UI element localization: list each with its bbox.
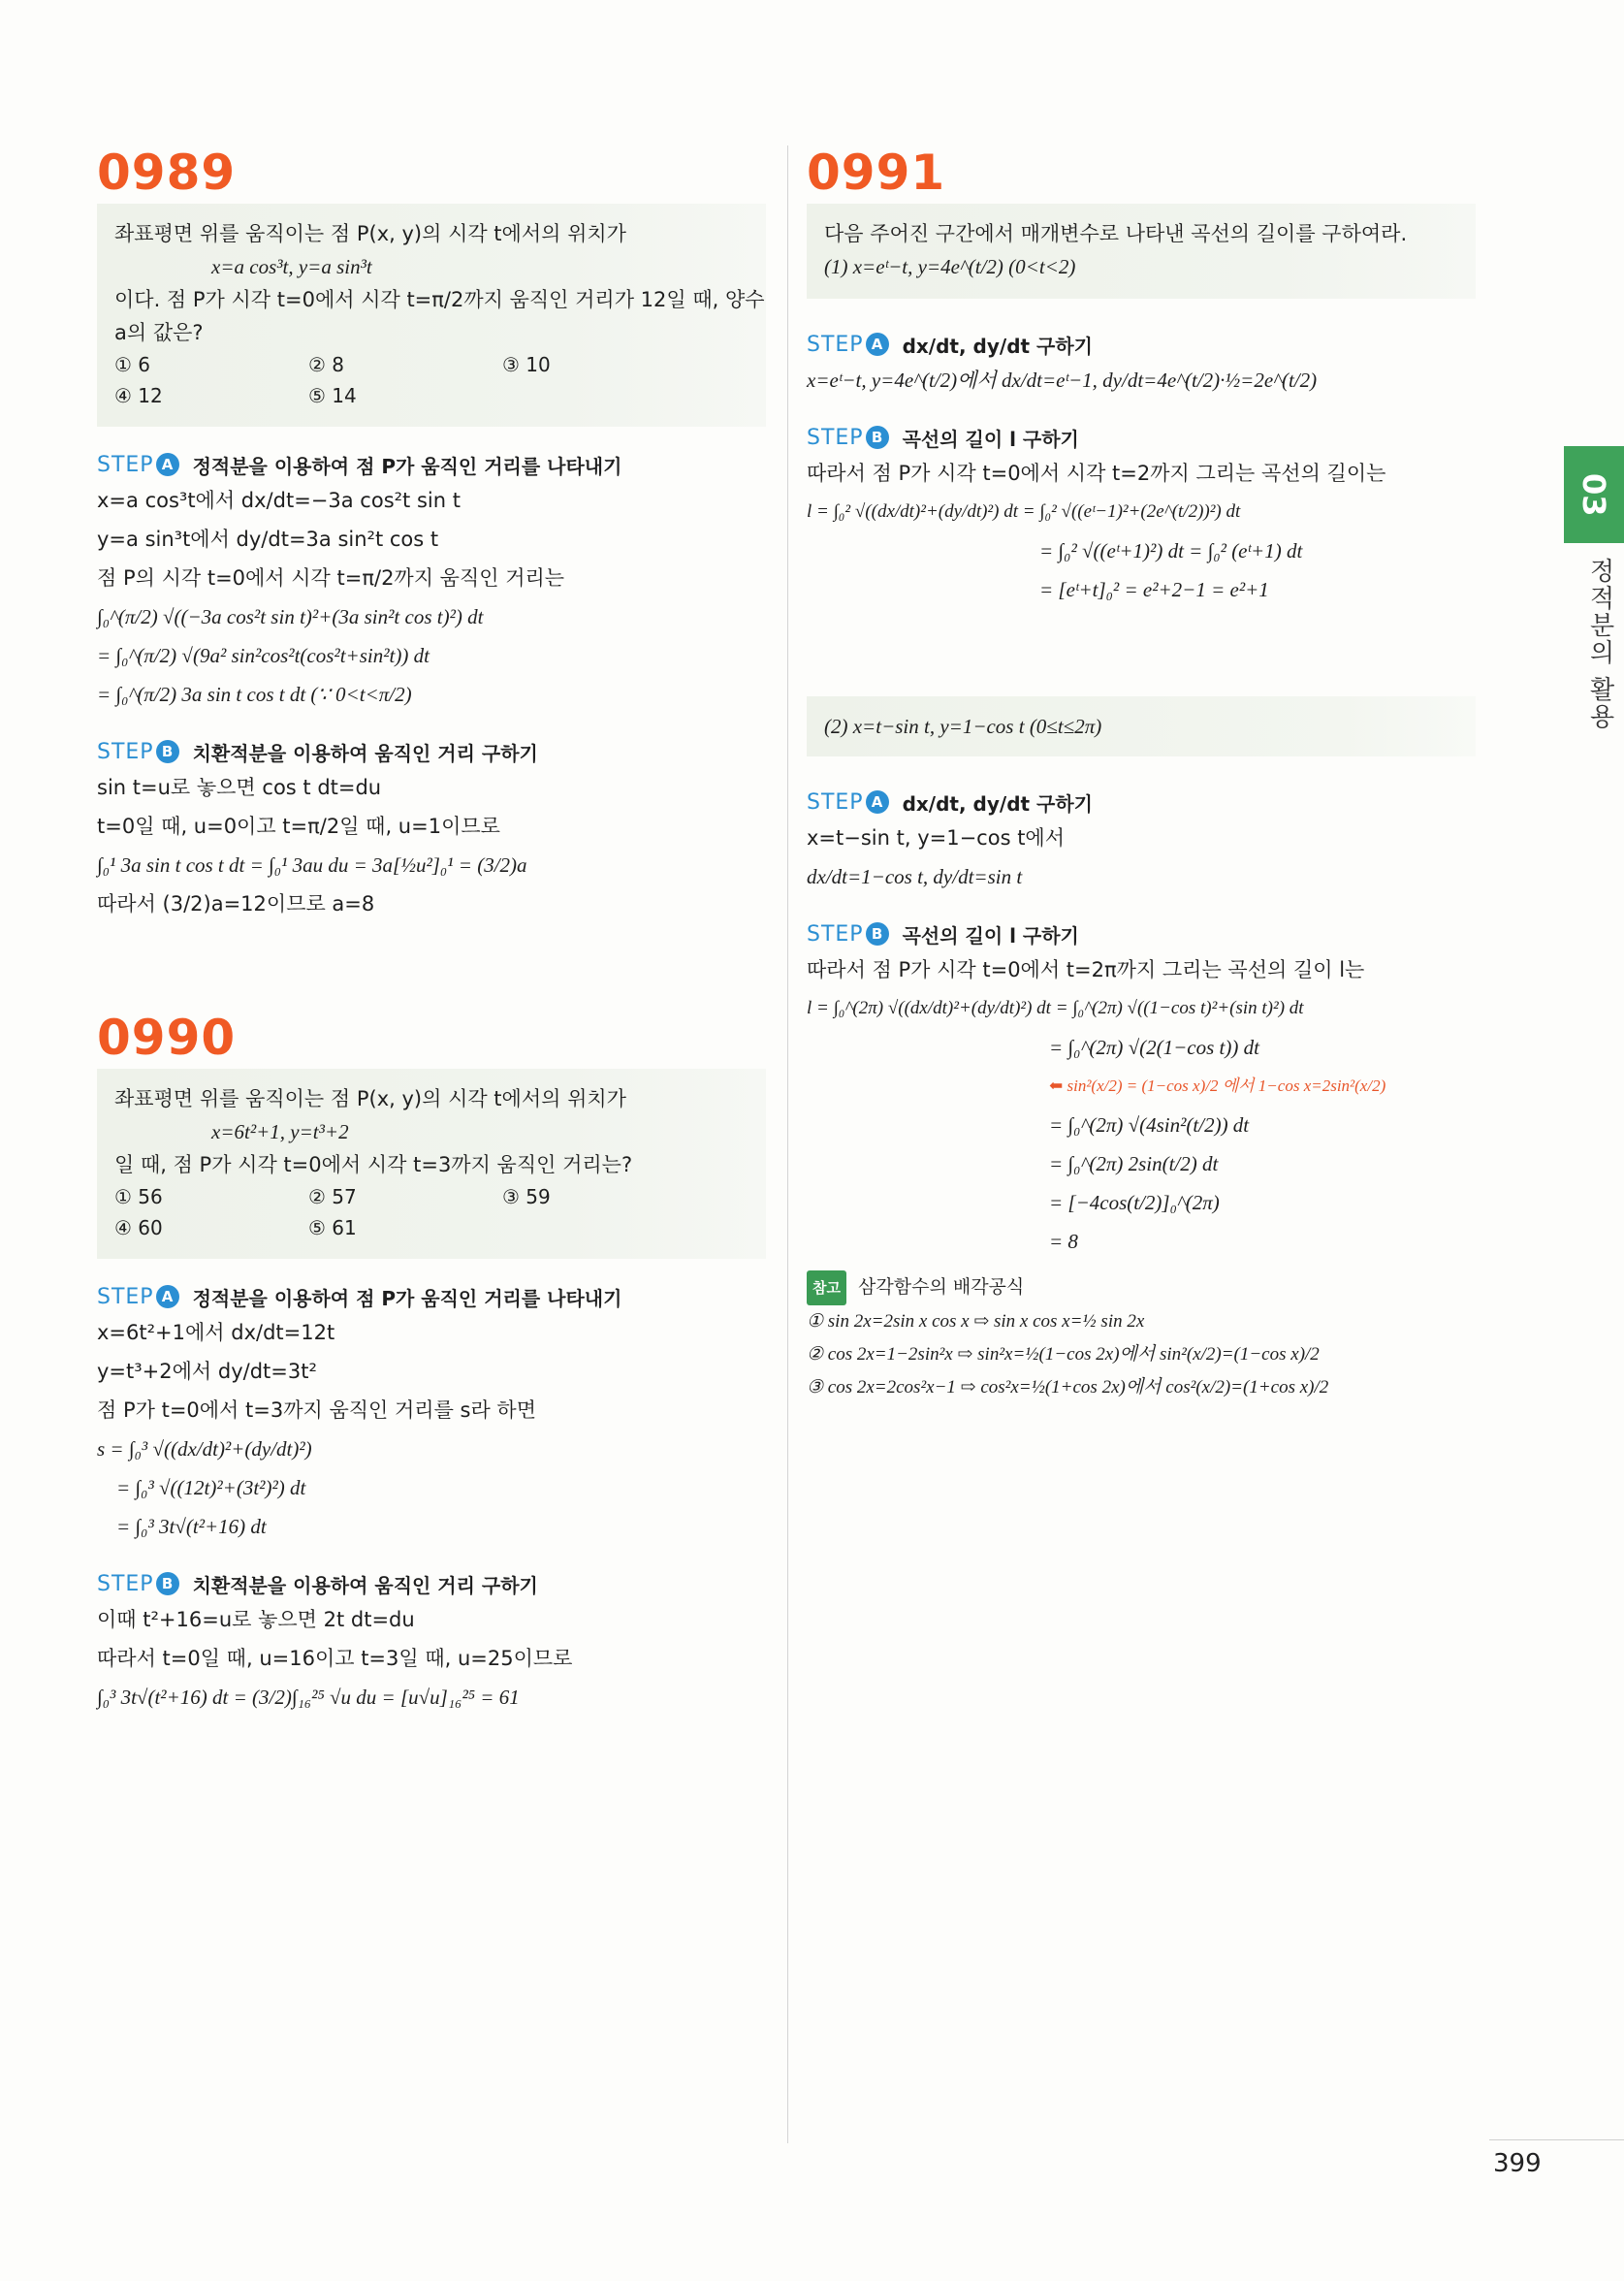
- solution-line: = [−4cos(t/2)]₀^(2π): [1049, 1191, 1220, 1214]
- step-a-badge: A: [156, 1285, 179, 1308]
- step-b-heading: [807, 917, 1476, 950]
- page-number-rule: [1489, 2139, 1624, 2140]
- step-label: STEP: [97, 452, 154, 477]
- step-a-heading: [97, 1280, 766, 1313]
- solution-line: 점 P의 시각 t=0에서 시각 t=π/2까지 움직인 거리는: [97, 566, 565, 590]
- choice-2: ② 57: [308, 1185, 357, 1208]
- solution-line: = [eᵗ+t]₀² = e²+2−1 = e²+1: [1039, 578, 1269, 601]
- solution-step-b: [97, 768, 766, 923]
- step-a-badge: A: [866, 790, 889, 814]
- step-label: STEP: [97, 739, 154, 764]
- problem-0991: [807, 145, 1476, 1404]
- choice-5: ⑤ 61: [308, 1216, 357, 1239]
- step-title: 정적분을 이용하여 점 P가 움직인 거리를 나타내기: [192, 454, 622, 478]
- solution-line: = 8: [1049, 1230, 1078, 1253]
- step-label: STEP: [807, 332, 864, 357]
- problem-number: 0990: [97, 1010, 237, 1066]
- solution-line: l = ∫₀² √((dx/dt)²+(dy/dt)²) dt = ∫₀² √((eᵗ−1)²+(2e^(t/2))²) dt: [807, 501, 1241, 522]
- question-box: [97, 204, 766, 427]
- step-a-badge: A: [866, 333, 889, 356]
- solution-step-a-2: [807, 819, 1476, 896]
- solution-line: x=6t²+1에서 dx/dt=12t: [97, 1321, 335, 1344]
- step-title: 치환적분을 이용하여 움직인 거리 구하기: [192, 741, 538, 765]
- step-label: STEP: [97, 1571, 154, 1596]
- step-b-badge: B: [156, 1572, 179, 1595]
- choice-3: ③ 59: [502, 1185, 551, 1208]
- left-column: [97, 145, 766, 1717]
- problem-0989: [97, 145, 766, 923]
- question-box: [97, 1069, 766, 1259]
- solution-line: t=0일 때, u=0이고 t=π/2일 때, u=1이므로: [97, 815, 500, 838]
- question-text: 좌표평면 위를 움직이는 점 P(x, y)의 시각 t에서의 위치가: [114, 222, 626, 245]
- solution-line: 따라서 점 P가 시각 t=0에서 시각 t=2까지 그리는 곡선의 길이는: [807, 462, 1386, 485]
- solution-step-b-2: [807, 950, 1476, 1261]
- choice-4: ④ 12: [114, 384, 163, 407]
- step-title: 곡선의 길이 l 구하기: [902, 427, 1079, 451]
- solution-line: = ∫₀^(2π) √(2(1−cos t)) dt: [1049, 1036, 1259, 1059]
- solution-line: 점 P가 t=0에서 t=3까지 움직인 거리를 s라 하면: [97, 1398, 537, 1422]
- solution-line: = ∫₀³ √((12t)²+(3t²)²) dt: [116, 1476, 306, 1499]
- solution-line: 따라서 (3/2)a=12이므로 a=8: [97, 892, 375, 916]
- solution-line: ∫₀³ 3t√(t²+16) dt = (3/2)∫₁₆²⁵ √u du = [u√u]₁₆²⁵ = 61: [97, 1686, 520, 1709]
- step-title: 곡선의 길이 l 구하기: [902, 923, 1079, 948]
- page-number: 399: [1493, 2149, 1542, 2178]
- choice-3: ③ 10: [502, 353, 551, 376]
- question-text: 이다. 점 P가 시각 t=0에서 시각 t=π/2까지 움직인 거리가 12일 때, 양수: [114, 288, 765, 311]
- chapter-title: 정적분의 활용: [1585, 558, 1614, 731]
- choice-1: ① 56: [114, 1185, 163, 1208]
- solution-line: y=t³+2에서 dy/dt=3t²: [97, 1360, 317, 1383]
- spacer: [97, 923, 766, 1011]
- problem-number: 0989: [97, 145, 237, 201]
- step-a-heading: [807, 786, 1476, 819]
- question-box: [807, 204, 1476, 299]
- step-a-badge: A: [156, 453, 179, 476]
- reference-note: [807, 1270, 1476, 1404]
- solution-line: ∫₀¹ 3a sin t cos t dt = ∫₀¹ 3au du = 3a[½u²]₀¹ = (3/2)a: [97, 853, 527, 877]
- solution-line: = ∫₀^(2π) 2sin(t/2) dt: [1049, 1152, 1219, 1175]
- solution-line: y=a sin³t에서 dy/dt=3a sin²t cos t: [97, 528, 439, 551]
- solution-line: x=a cos³t에서 dx/dt=−3a cos²t sin t: [97, 489, 461, 512]
- question-formula: x=6t²+1, y=t³+2: [211, 1120, 349, 1143]
- step-b-badge: B: [866, 922, 889, 946]
- step-a-heading: [807, 328, 1476, 361]
- solution-line: = ∫₀^(2π) √(4sin²(t/2)) dt: [1049, 1113, 1250, 1137]
- question-part-2: (2) x=t−sin t, y=1−cos t (0≤t≤2π): [807, 696, 1476, 756]
- right-column: [807, 145, 1476, 1404]
- column-divider: [787, 145, 788, 2143]
- step-title: 정적분을 이용하여 점 P가 움직인 거리를 나타내기: [192, 1286, 622, 1310]
- reference-line: ① sin 2x=2sin x cos x ⇨ sin x cos x=½ sin 2x: [807, 1311, 1145, 1332]
- reference-heading: [807, 1270, 1476, 1305]
- solution-line: x=eᵗ−t, y=4e^(t/2)에서 dx/dt=eᵗ−1, dy/dt=4e^(t/2)·½=2e^(t/2): [807, 369, 1318, 392]
- choice-1: ① 6: [114, 353, 151, 376]
- solution-step-b: [97, 1600, 766, 1717]
- solution-step-a: [807, 361, 1476, 400]
- step-b-heading: [97, 735, 766, 768]
- question-text: 좌표평면 위를 움직이는 점 P(x, y)의 시각 t에서의 위치가: [114, 1087, 626, 1110]
- question-text: 다음 주어진 구간에서 매개변수로 나타낸 곡선의 길이를 구하여라.: [824, 222, 1408, 245]
- solution-line: = ∫₀^(π/2) 3a sin t cos t dt (∵ 0<t<π/2): [97, 683, 412, 706]
- question-formula: x=a cos³t, y=a sin³t: [211, 255, 372, 278]
- step-a-heading: [97, 448, 766, 481]
- reference-title: 삼각함수의 배각공식: [858, 1276, 1025, 1298]
- step-label: STEP: [97, 1284, 154, 1309]
- hint-note: ⬅ sin²(x/2) = (1−cos x)/2 에서 1−cos x=2sin²(x/2): [1049, 1076, 1386, 1095]
- question-text: a의 값은?: [114, 321, 204, 344]
- step-b-heading: [97, 1567, 766, 1600]
- step-b-badge: B: [866, 426, 889, 449]
- reference-line: ③ cos 2x=2cos²x−1 ⇨ cos²x=½(1+cos 2x)에서 cos²(x/2)=(1+cos x)/2: [807, 1377, 1329, 1398]
- answer-choices: [114, 1181, 748, 1243]
- solution-line: = ∫₀^(π/2) √(9a² sin²cos²t(cos²t+sin²t)) dt: [97, 644, 430, 667]
- solution-line: 이때 t²+16=u로 놓으면 2t dt=du: [97, 1608, 415, 1631]
- problem-number: 0991: [807, 145, 946, 201]
- step-label: STEP: [807, 425, 864, 450]
- question-formula: (1) x=eᵗ−t, y=4e^(t/2) (0<t<2): [824, 255, 1076, 278]
- step-title: 치환적분을 이용하여 움직인 거리 구하기: [192, 1573, 538, 1597]
- solution-step-a: [97, 481, 766, 714]
- solution-line: = ∫₀² √((eᵗ+1)²) dt = ∫₀² (eᵗ+1) dt: [1039, 539, 1303, 562]
- step-title: dx/dt, dy/dt 구하기: [902, 334, 1093, 358]
- choice-2: ② 8: [308, 353, 345, 376]
- solution-line: s = ∫₀³ √((dx/dt)²+(dy/dt)²): [97, 1437, 312, 1461]
- step-label: STEP: [807, 789, 864, 815]
- step-b-badge: B: [156, 740, 179, 763]
- chapter-tab: 03: [1564, 446, 1624, 543]
- reference-line: ② cos 2x=1−2sin²x ⇨ sin²x=½(1−cos 2x)에서 sin²(x/2)=(1−cos x)/2: [807, 1344, 1320, 1365]
- solution-step-b: [807, 454, 1476, 609]
- solution-line: l = ∫₀^(2π) √((dx/dt)²+(dy/dt)²) dt = ∫₀^(2π) √((1−cos t)²+(sin t)²) dt: [807, 998, 1304, 1018]
- solution-line: 따라서 점 P가 시각 t=0에서 t=2π까지 그리는 곡선의 길이 l는: [807, 958, 1365, 981]
- reference-tag: 참고: [807, 1270, 846, 1305]
- choice-4: ④ 60: [114, 1216, 163, 1239]
- step-b-heading: [807, 421, 1476, 454]
- solution-step-a: [97, 1313, 766, 1546]
- solution-line: 따라서 t=0일 때, u=16이고 t=3일 때, u=25이므로: [97, 1647, 573, 1670]
- step-label: STEP: [807, 921, 864, 947]
- solution-line: = ∫₀³ 3t√(t²+16) dt: [116, 1515, 267, 1538]
- choice-5: ⑤ 14: [308, 384, 357, 407]
- step-title: dx/dt, dy/dt 구하기: [902, 791, 1093, 816]
- question-text: 일 때, 점 P가 시각 t=0에서 시각 t=3까지 움직인 거리는?: [114, 1153, 633, 1176]
- solution-line: sin t=u로 놓으면 cos t dt=du: [97, 776, 382, 799]
- solution-line: ∫₀^(π/2) √((−3a cos²t sin t)²+(3a sin²t cos t)²) dt: [97, 605, 484, 628]
- answer-choices: [114, 349, 748, 411]
- solution-line: x=t−sin t, y=1−cos t에서: [807, 826, 1065, 850]
- solution-line: dx/dt=1−cos t, dy/dt=sin t: [807, 865, 1023, 888]
- problem-0990: [97, 1011, 766, 1717]
